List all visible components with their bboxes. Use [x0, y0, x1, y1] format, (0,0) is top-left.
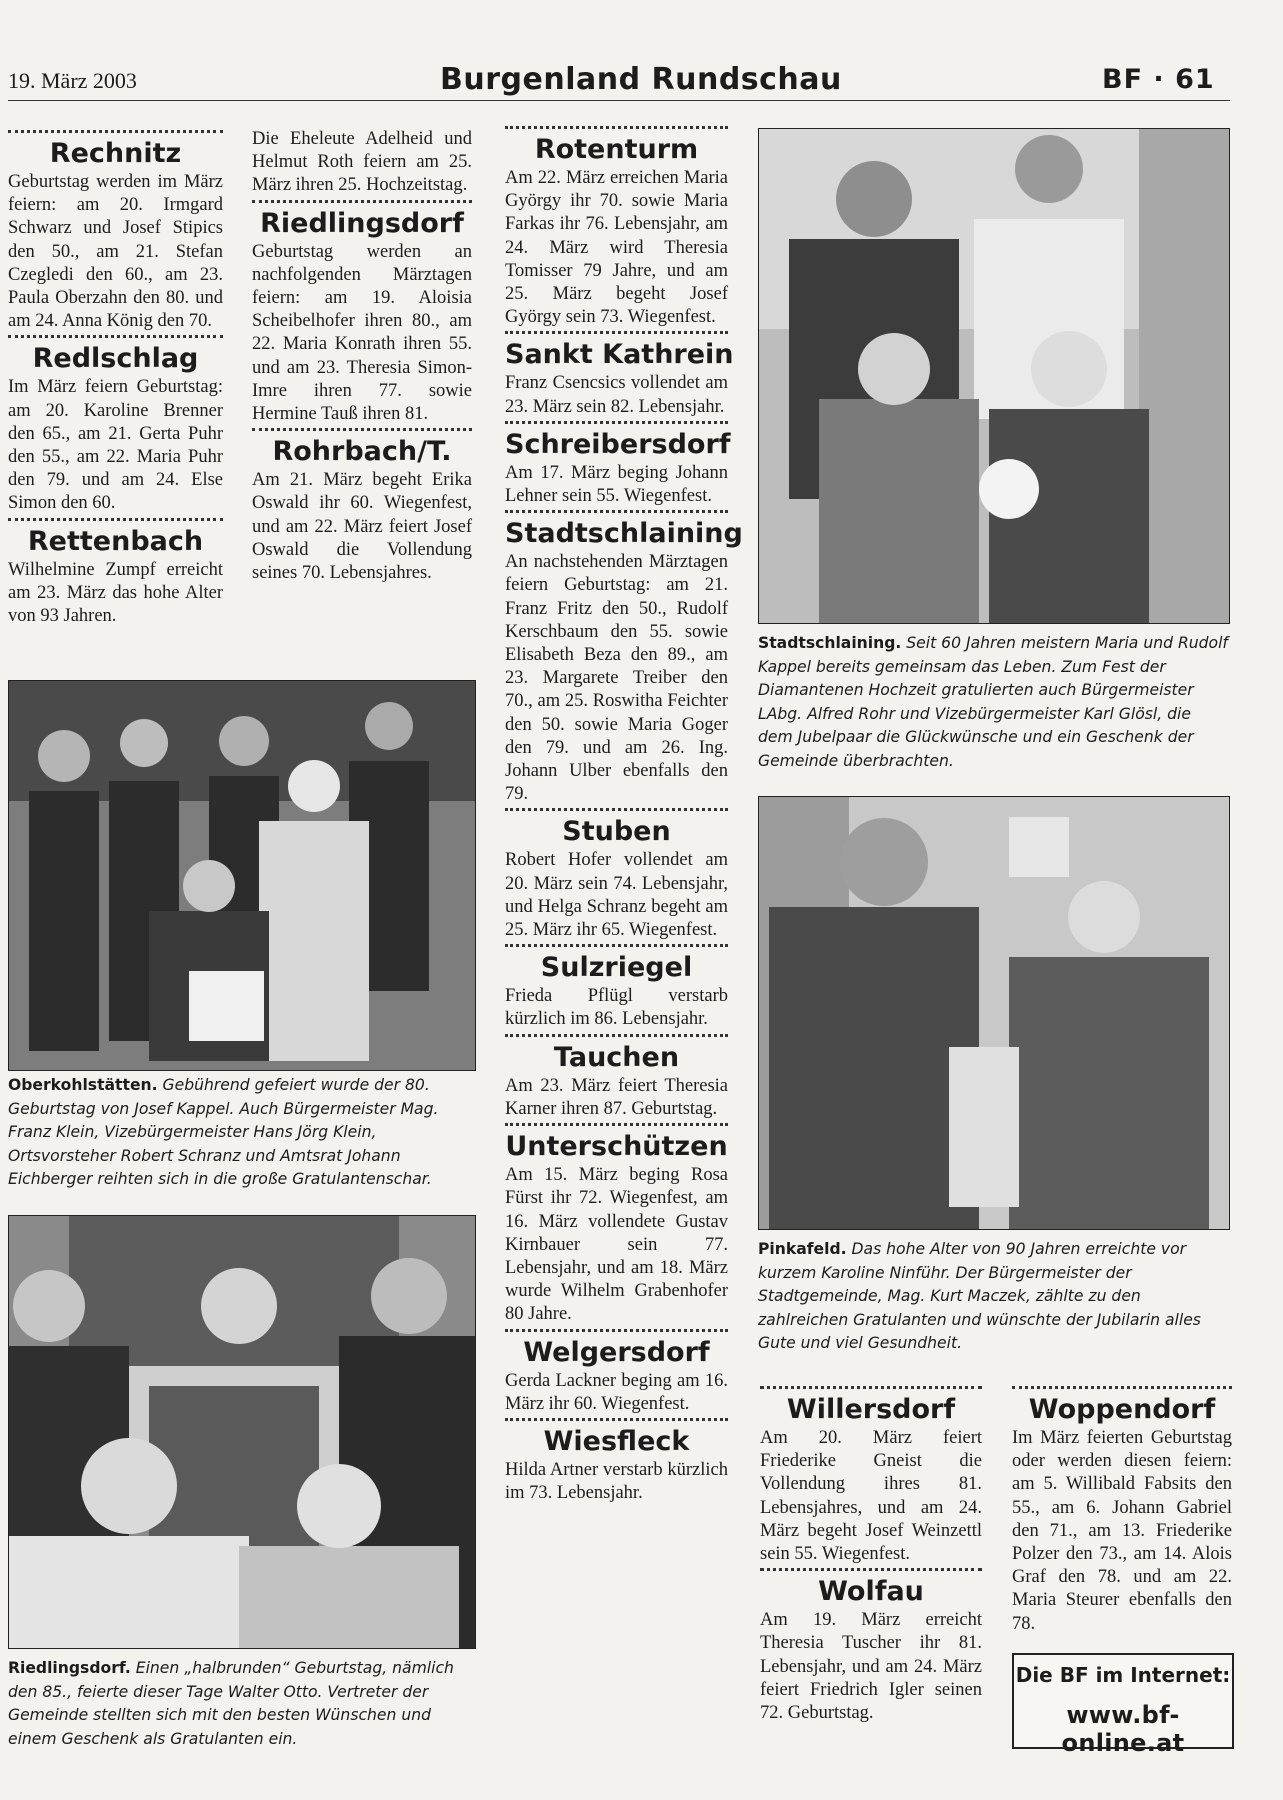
photo-pinkafeld: [758, 796, 1230, 1230]
internet-promo-box: [1012, 1653, 1234, 1757]
dotted-divider: [505, 1329, 728, 1332]
dotted-divider: [1012, 1386, 1232, 1389]
article-heading: Riedlingsdorf: [260, 207, 464, 239]
photo-riedlingsdorf: [8, 1215, 476, 1649]
article-heading: Woppendorf: [1028, 1394, 1216, 1425]
article-heading: Sulzriegel: [540, 952, 693, 984]
caption-place: Stadtschlaining.: [758, 634, 902, 652]
article-unterschuetzen: [505, 1123, 728, 1326]
photo-stadtschlaining: [758, 128, 1230, 624]
article-body: Am 23. März feiert Theresia Karner ihren 87. Geburtstag.: [505, 1075, 728, 1119]
photo-oberkohlstaetten: [8, 680, 476, 1071]
article-body: Geburtstag werden im März feiern: am 20. Irmgard Schwarz und Josef Stipics den 50., am 21. Stefan Czegledi den 60., am 23. Paula Oberzahn den 80. und am 24. Anna König den 70.: [8, 172, 223, 332]
article-body: Franz Csencsics vollendet am 23. März sein 82. Lebensjahr.: [505, 373, 728, 417]
article-body: Die Eheleute Adelheid und Helmut Roth feiern am 25. März ihren 25. Hochzeitstag.: [252, 129, 472, 196]
article-body: Am 21. März begeht Erika Oswald ihr 60. Wiegenfest, und am 22. März feiert Josef Oswald die Vollendung seines 70. Lebensjahres.: [252, 470, 472, 584]
article-heading: Wiesfleck: [543, 1425, 690, 1457]
issue-date: 19. März 2003: [8, 68, 137, 93]
dotted-divider: [505, 1034, 728, 1037]
page-number: BF · 61: [1102, 64, 1215, 95]
article-body: Am 19. März erreicht Theresia Tuscher ihr 81. Lebensjahr, und am 24. März feiert Friedrich Igler seinen 72. Geburtstag.: [760, 1610, 982, 1724]
article-body: Im März feierten Geburtstag oder werden diesen feiern: am 5. Willibald Fabsits den 55., am 6. Johann Gabriel den 71., am 13. Friederike Polzer den 73., am 14. Alois Graf den 78. und am 22. Maria Steurer ebenfalls den 78.: [1012, 1428, 1232, 1634]
header-rule: [8, 100, 1230, 101]
column-5: [1012, 1384, 1232, 1638]
article-body: Hilda Artner verstarb kürzlich im 73. Lebensjahr.: [505, 1459, 728, 1504]
article-heading: Tauchen: [553, 1041, 680, 1073]
article-body: Am 15. März beging Rosa Fürst ihr 72. Wiegenfest, am 16. März vollendete Gustav Kirnbauer sein 77. Lebensjahr, und am 18. März wurde Wilhelm Grabenhofer 80 Jahre.: [505, 1165, 728, 1325]
dotted-divider: [252, 428, 472, 431]
article-body: Geburtstag werden an nachfolgenden Märztagen feiern: am 19. Aloisia Scheibelhofer ihren 80., am 22. Maria Konrath ihren 55. und am 23. Theresia Simon-Imre ihren 77. sowie Hermine Tauß ihren 81.: [252, 241, 472, 425]
article-heading: Rohrbach/T.: [272, 436, 452, 468]
article-heading: Stuben: [562, 816, 671, 848]
article-body: Frieda Pflügl verstarb kürzlich im 86. Lebensjahr.: [505, 986, 728, 1030]
dotted-divider: [505, 331, 728, 334]
dotted-divider: [505, 944, 728, 947]
article-heading: Rechnitz: [49, 138, 182, 169]
article-body: Am 17. März beging Johann Lehner sein 55. Wiegenfest.: [505, 462, 728, 507]
article-heading: Rettenbach: [27, 525, 204, 557]
article-heading: Willersdorf: [786, 1394, 956, 1425]
dotted-divider: [505, 510, 728, 513]
article-body: Robert Hofer vollendet am 20. März sein 74. Lebensjahr, und Helga Schranz begeht am 25. März ihr 65. Wiegenfest.: [505, 850, 728, 941]
article-rettenbach: [8, 518, 223, 629]
article-wolfau: [760, 1568, 982, 1725]
caption-place: Pinkafeld.: [758, 1240, 847, 1258]
dotted-divider: [505, 808, 728, 811]
caption-place: Oberkohlstätten.: [8, 1076, 158, 1094]
caption-text: Seit 60 Jahren meistern Maria und Rudolf Kappel bereits gemeinsam das Leben. Zum Fest der Diamantenen Hochzeit gratulierten auch Bürgermeister LAbg. Alfred Rohr und Vizebürgermeister Karl Glösl, die dem Jubelpaar die Glückwünsche und ein Geschenk der Gemeinde überbrachten.: [758, 634, 1228, 770]
dotted-divider: [505, 421, 728, 424]
caption-stadtschlaining: [758, 632, 1230, 773]
website-link[interactable]: www.bf-online.at: [1061, 1701, 1185, 1757]
article-heading: Stadtschlaining: [505, 518, 743, 550]
internet-promo-label: Die BF im Internet:: [1015, 1663, 1231, 1687]
column-2: [252, 128, 472, 587]
dotted-divider: [8, 130, 223, 133]
article-heading: Redlschlag: [32, 343, 199, 375]
article-willersdorf: [760, 1386, 982, 1566]
newspaper-section-title: Burgenland Rundschau: [440, 62, 842, 97]
article-rechnitz: [8, 130, 223, 333]
caption-text: Das hohe Alter von 90 Jahren erreichte vor kurzem Karoline Ninführ. Der Bürgermeister der Stadtgemeinde, Mag. Kurt Maczek, zählte zu den zahlreichen Gratulanten und wünschte der Jubilarin alles Gute und viel Gesundheit.: [758, 1240, 1201, 1352]
article-body: Im März feiern Geburtstag: am 20. Karoline Brenner den 65., am 21. Gerta Puhr den 55., am 22. Maria Puhr den 79. und am 24. Else Simon den 60.: [8, 377, 223, 514]
dotted-divider: [505, 1123, 728, 1126]
article-heading: Sankt Kathrein: [505, 339, 734, 371]
article-rotenturm: [505, 126, 728, 329]
article-stuben: [505, 808, 728, 942]
article-riedlingsdorf: [252, 200, 472, 427]
dotted-divider: [252, 200, 472, 203]
dotted-divider: [760, 1386, 982, 1389]
dotted-divider: [505, 126, 728, 129]
column-4: [760, 1384, 982, 1727]
dotted-divider: [8, 335, 223, 338]
article-tauchen: [505, 1034, 728, 1121]
article-heading: Unterschützen: [505, 1131, 728, 1163]
article-woppendorf: [1012, 1386, 1232, 1636]
caption-text: Gebührend gefeiert wurde der 80. Geburtstag von Josef Kappel. Auch Bürgermeister Mag. Franz Klein, Vizebürgermeister Hans Jörg Klein, Ortsvorsteher Robert Schranz und Amtsrat Johann Eichberger reihten sich in die große Gratulantenschar.: [8, 1076, 439, 1188]
article-heading: Wolfau: [818, 1576, 924, 1608]
article-heading: Schreibersdorf: [505, 428, 731, 460]
dotted-divider: [8, 518, 223, 521]
article-body: Am 22. März erreichen Maria György ihr 70. sowie Maria Farkas ihr 76. Lebensjahr, am 24. März wird Theresia Tomisser 79 Jahre, und am 25. März begeht Josef György sein 73. Wiegenfest.: [505, 168, 728, 328]
article-sulzriegel: [505, 944, 728, 1031]
article-body: Wilhelmine Zumpf erreicht am 23. März das hohe Alter von 93 Jahren.: [8, 559, 223, 627]
dotted-divider: [505, 1418, 728, 1421]
caption-place: Riedlingsdorf.: [8, 1659, 131, 1677]
dotted-divider: [760, 1568, 982, 1571]
article-redlschlag: [8, 335, 223, 515]
caption-pinkafeld: [758, 1238, 1230, 1356]
article-schreibersdorf: [505, 421, 731, 508]
column-1: [8, 128, 223, 630]
caption-riedlingsdorf: [8, 1657, 474, 1751]
article-body: An nachstehenden Märztagen feiern Geburtstag: am 21. Franz Fritz den 50., Rudolf Kerschbaum den 55. sowie Elisabeth Beza den 89., am 23. Margarete Treiber den 70., am 25. Roswitha Feichter den 50. sowie Maria Goger den 79. und am 26. Ing. Johann Ulber ebenfalls den 79.: [505, 552, 728, 805]
article-heading: Rotenturm: [534, 134, 699, 165]
caption-text: Einen „halbrunden“ Geburtstag, nämlich den 85., feierte dieser Tage Walter Otto. Vertreter der Gemeinde stellten sich mit den besten Wünschen und einem Geschenk als Gratulanten ein.: [8, 1659, 454, 1748]
article-rohrbach: [252, 428, 472, 585]
article-heading: Welgersdorf: [523, 1336, 710, 1368]
article-stadtschlaining: [505, 510, 743, 806]
article-welgersdorf: [505, 1329, 728, 1416]
article-body: Gerda Lackner beging am 16. März ihr 60. Wiegenfest.: [505, 1370, 728, 1414]
caption-oberkohlstaetten: [8, 1074, 474, 1192]
article-sankt-kathrein: [505, 331, 734, 418]
column-3: [505, 124, 743, 1507]
article-roth-wedding: [252, 128, 472, 198]
article-wiesfleck: [505, 1418, 728, 1505]
article-body: Am 20. März feiert Friederike Gneist die Vollendung ihres 81. Lebensjahres, und am 24. März begeht Josef Weinzettl sein 55. Wiegenfest.: [760, 1428, 982, 1565]
